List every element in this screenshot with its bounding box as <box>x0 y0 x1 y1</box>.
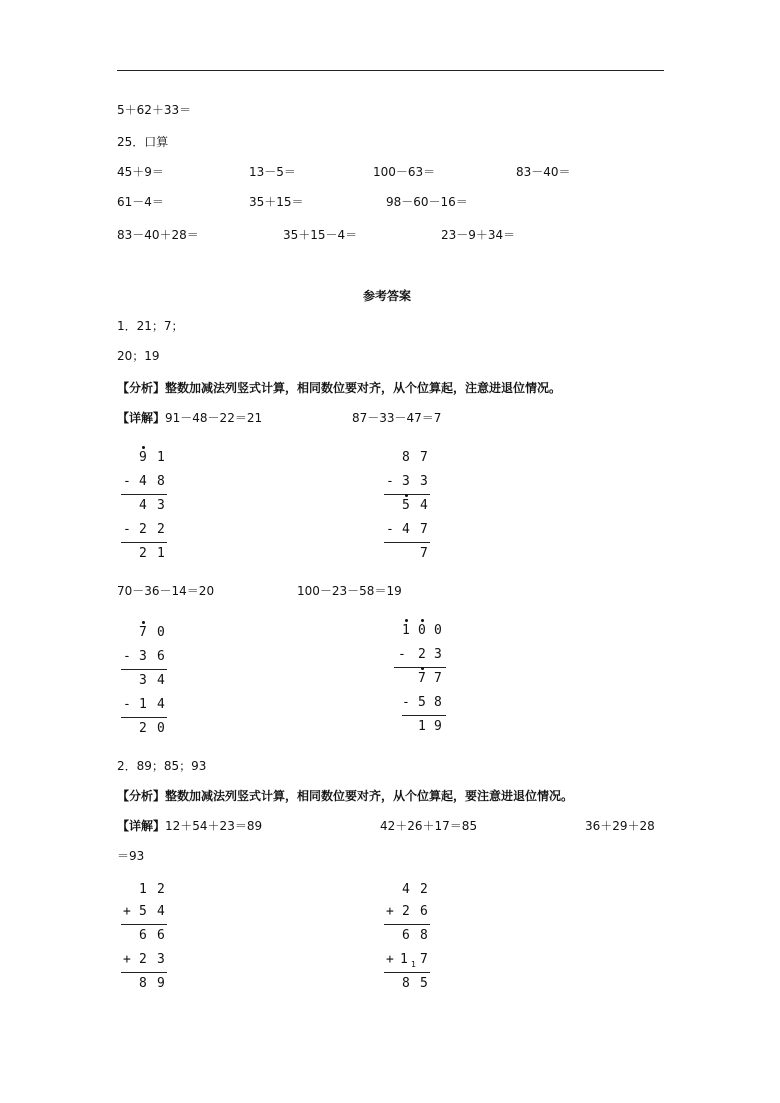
digit: 2 <box>157 882 165 897</box>
q25-item: 61－4＝ <box>117 195 164 209</box>
operator: + <box>386 904 394 919</box>
digit: 8 <box>139 976 147 991</box>
digit: 1 <box>139 882 147 897</box>
carry-mark: 1 <box>411 960 417 969</box>
top-expression: 5＋62＋33＝ <box>117 103 192 117</box>
digit: 0 <box>418 623 426 638</box>
digit: 1 <box>157 546 165 561</box>
digit: 4 <box>139 474 147 489</box>
digit: 7 <box>418 671 426 686</box>
q25-item: 83－40＋28＝ <box>117 228 199 242</box>
digit: 6 <box>157 928 165 943</box>
operator: - <box>398 647 406 662</box>
digit: 2 <box>420 882 428 897</box>
digit: 3 <box>157 498 165 513</box>
detail-equation: 91－48－22＝21 <box>165 411 263 425</box>
operator: - <box>386 522 394 537</box>
digit: 3 <box>157 952 165 967</box>
answers-title: 参考答案 <box>363 289 412 303</box>
answer-1-detail <box>117 410 262 426</box>
digit: 4 <box>157 673 165 688</box>
digit: 4 <box>157 697 165 712</box>
answer-1-line2: 20；19 <box>117 349 160 363</box>
digit: 7 <box>420 546 428 561</box>
digit: 3 <box>434 647 442 662</box>
answer-2-detail <box>117 818 262 834</box>
q25-item: 98－60－16＝ <box>386 195 468 209</box>
digit: 0 <box>157 721 165 736</box>
digit: 9 <box>139 450 147 465</box>
sum-line <box>384 542 430 543</box>
sum-line <box>121 494 167 495</box>
q25-heading: 25．口算 <box>117 135 169 149</box>
answer-1-analysis: 【分析】整数加减法列竖式计算，相同数位要对齐，从个位算起，注意进退位情况。 <box>117 381 562 395</box>
operator: + <box>123 904 131 919</box>
digit: 2 <box>402 904 410 919</box>
digit: 4 <box>402 522 410 537</box>
digit: 5 <box>139 904 147 919</box>
digit: 1 <box>400 952 408 967</box>
q25-item: 35＋15－4＝ <box>283 228 358 242</box>
answer-1-line1: 1．21；7； <box>117 319 184 333</box>
detail-label: 【详解】 <box>117 819 166 833</box>
borrow-dot <box>421 619 424 622</box>
borrow-dot <box>405 619 408 622</box>
digit: 5 <box>402 498 410 513</box>
operator: + <box>123 952 131 967</box>
sum-line <box>121 717 167 718</box>
q25-item: 45＋9＝ <box>117 165 164 179</box>
digit: 8 <box>402 450 410 465</box>
digit: 6 <box>139 928 147 943</box>
answer-2-analysis: 【分析】整数加减法列竖式计算，相同数位要对齐，从个位算起，要注意进退位情况。 <box>117 789 574 803</box>
sum-line <box>121 669 167 670</box>
digit: 4 <box>139 498 147 513</box>
operator: - <box>402 695 410 710</box>
sum-line <box>394 667 446 668</box>
digit: 2 <box>139 721 147 736</box>
digit: 1 <box>157 450 165 465</box>
detail-label: 【详解】 <box>117 411 166 425</box>
operator: - <box>386 474 394 489</box>
sum-line <box>121 542 167 543</box>
digit: 4 <box>420 498 428 513</box>
detail-equation: 70－36－14＝20 <box>117 584 215 598</box>
digit: 1 <box>402 623 410 638</box>
sum-line <box>384 972 430 973</box>
digit: 4 <box>402 882 410 897</box>
operator: - <box>123 649 131 664</box>
digit: 7 <box>420 450 428 465</box>
detail-equation: ＝93 <box>117 849 145 863</box>
q25-item: 13－5＝ <box>249 165 296 179</box>
sum-line <box>121 972 167 973</box>
digit: 6 <box>402 928 410 943</box>
sum-line <box>384 924 430 925</box>
borrow-dot <box>421 667 424 670</box>
q25-item: 23－9＋34＝ <box>441 228 516 242</box>
digit: 5 <box>420 976 428 991</box>
digit: 8 <box>434 695 442 710</box>
detail-equation: 87－33－47＝7 <box>352 411 442 425</box>
borrow-dot <box>142 446 145 449</box>
digit: 7 <box>434 671 442 686</box>
digit: 1 <box>139 697 147 712</box>
header-rule <box>117 70 664 71</box>
q25-item: 35＋15＝ <box>249 195 304 209</box>
digit: 7 <box>420 952 428 967</box>
digit: 2 <box>139 952 147 967</box>
sum-line <box>121 924 167 925</box>
borrow-dot <box>405 494 408 497</box>
digit: 5 <box>418 695 426 710</box>
digit: 2 <box>157 522 165 537</box>
digit: 6 <box>420 904 428 919</box>
digit: 3 <box>420 474 428 489</box>
digit: 7 <box>139 625 147 640</box>
detail-equation: 12＋54＋23＝89 <box>165 819 263 833</box>
borrow-dot <box>142 621 145 624</box>
digit: 9 <box>434 719 442 734</box>
detail-equation: 100－23－58＝19 <box>297 584 402 598</box>
sum-line <box>402 715 446 716</box>
digit: 6 <box>157 649 165 664</box>
digit: 2 <box>139 522 147 537</box>
digit: 7 <box>420 522 428 537</box>
digit: 3 <box>402 474 410 489</box>
q25-item: 100－63＝ <box>373 165 436 179</box>
digit: 2 <box>139 546 147 561</box>
detail-equation: 36＋29＋28 <box>585 819 655 833</box>
digit: 0 <box>434 623 442 638</box>
digit: 2 <box>418 647 426 662</box>
digit: 9 <box>157 976 165 991</box>
operator: - <box>123 697 131 712</box>
digit: 1 <box>418 719 426 734</box>
digit: 3 <box>139 673 147 688</box>
digit: 8 <box>402 976 410 991</box>
operator: - <box>123 474 131 489</box>
digit: 4 <box>157 904 165 919</box>
digit: 3 <box>139 649 147 664</box>
digit: 8 <box>420 928 428 943</box>
q25-item: 83－40＝ <box>516 165 571 179</box>
detail-equation: 42＋26＋17＝85 <box>380 819 478 833</box>
answer-2-line1: 2．89；85；93 <box>117 759 207 773</box>
operator: - <box>123 522 131 537</box>
operator: + <box>386 952 394 967</box>
digit: 8 <box>157 474 165 489</box>
digit: 0 <box>157 625 165 640</box>
